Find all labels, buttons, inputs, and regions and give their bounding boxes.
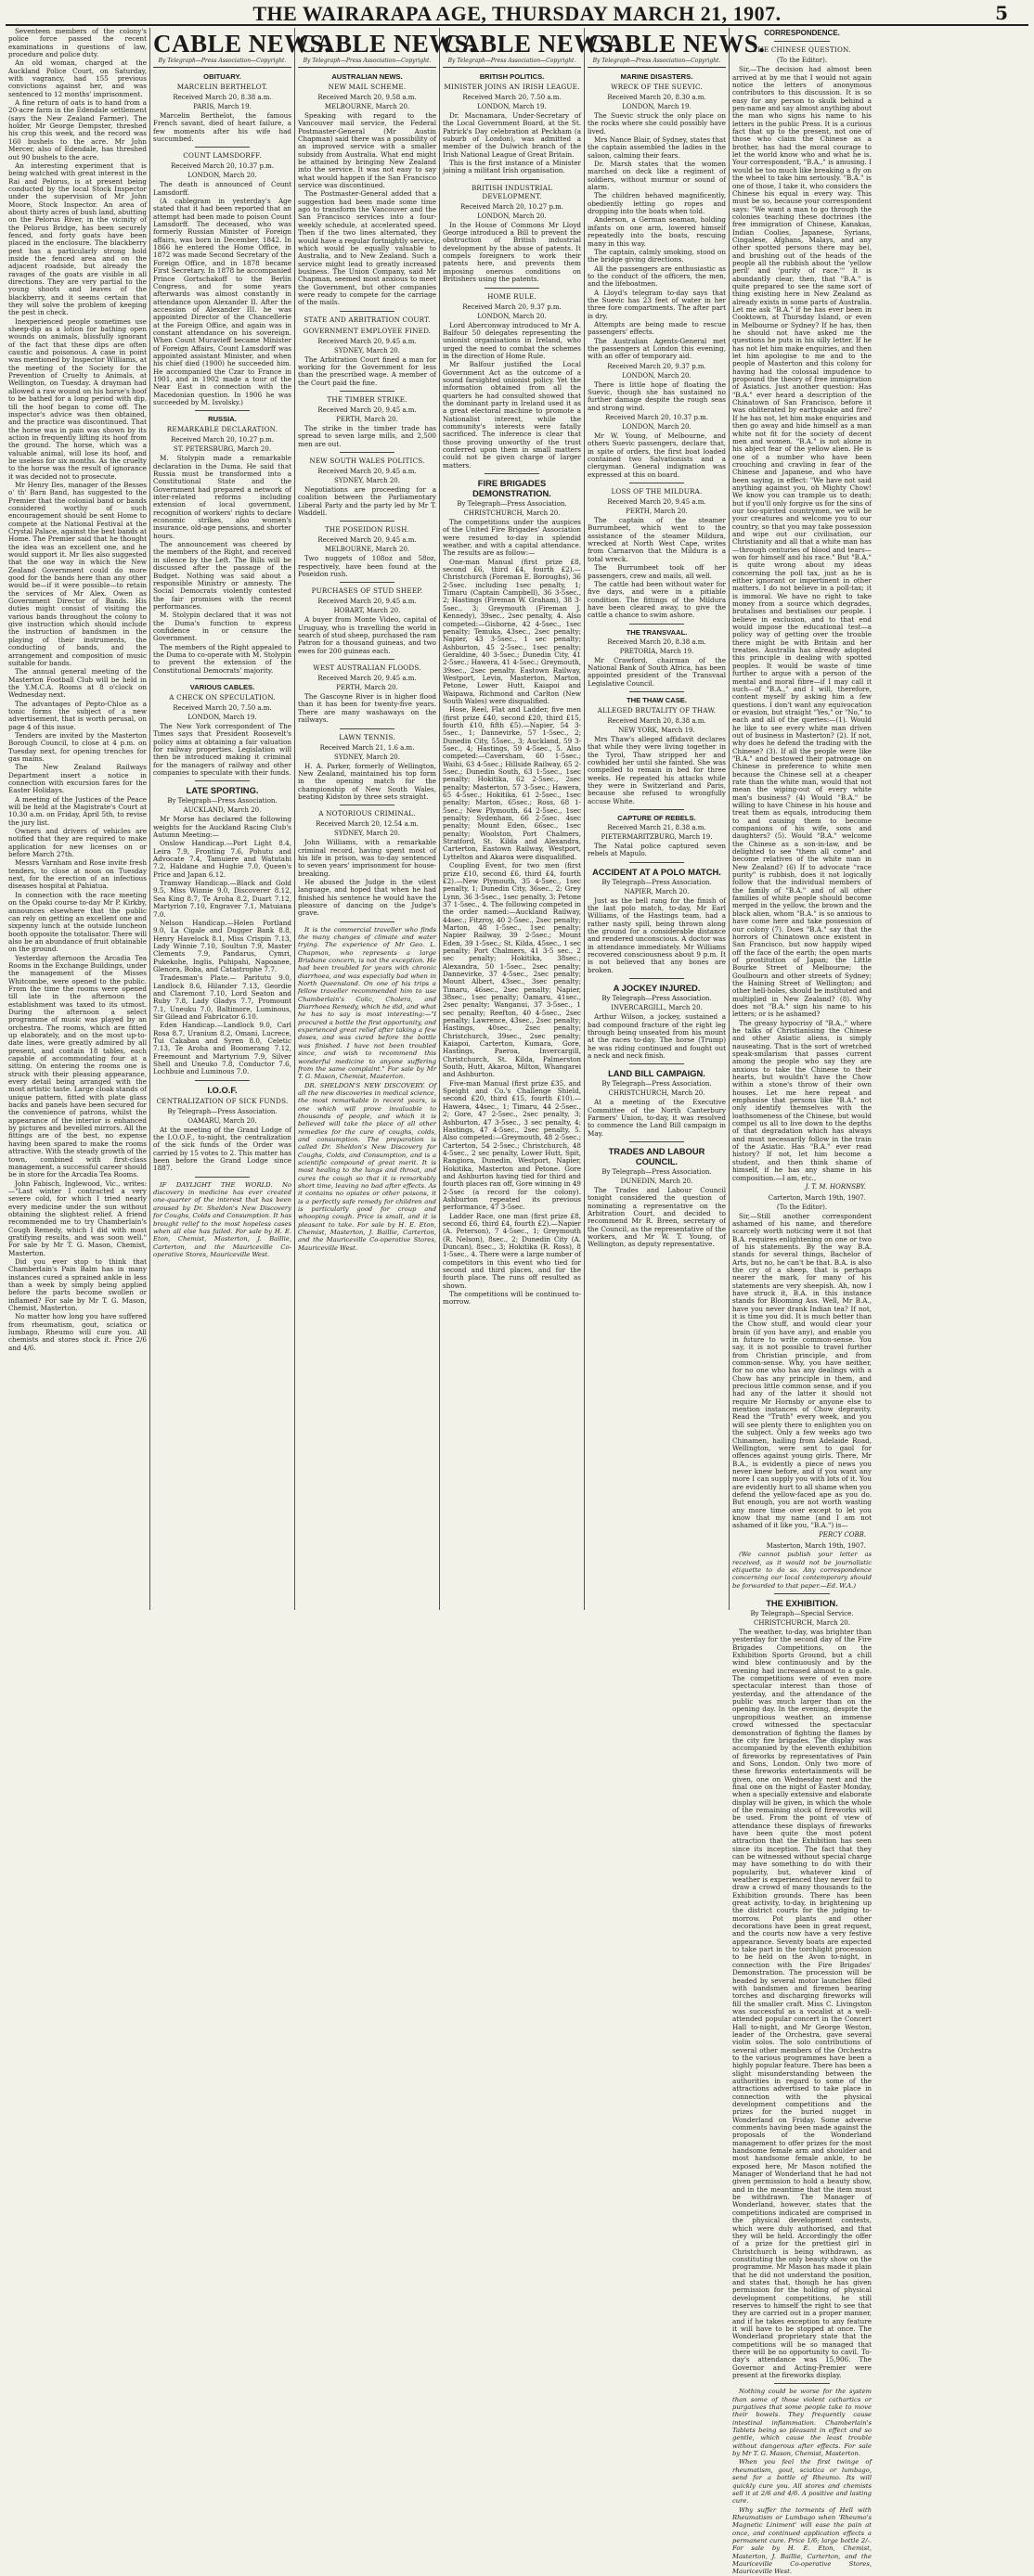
dateline: PARIS, March 19. — [193, 103, 252, 110]
section-heading: LAND BILL CAMPAIGN. — [608, 1068, 705, 1079]
received-line: Received March 20, 9.45 a.m. — [317, 468, 417, 475]
byline: By Telegraph—Press Association. — [601, 1080, 712, 1088]
received-line: Received March 20, 10.37 p.m. — [604, 414, 709, 422]
section-heading: THE EXHIBITION. — [766, 1598, 838, 1609]
paragraph: Yesterday afternoon the Arcadia Tea Rooms in the Exchange Buildings, under the management of the Misses Whitcombe, were opened to the public. From the time the rooms were opened till late in the afternoon the establishment was taxed to its utmost. During the afternoon a select programme of music was played by an orchestra. The rooms, which are fitted up elaborately, and on the most up-to-date lines, were greatly admired by all present, and contain 18 tables, each capable of accommodating four at a sitting. On entering the rooms one is struck with their pleasing appearance, every detail being arranged with the most artistic taste. Large cloak stands of unique pattern, fitted with plate glass backs and panels have been secured for the convenience of patrons, whilst the appearance of the interior is enhanced by pictures and bevelled mirrors. All the fittings are of the best, no expense having been spared to make the rooms attractive. With the steady growth of the town, combined with first-class management, a successful career should be in store for the Arcadia Tea Rooms. — [8, 953, 147, 1179]
dateline: NEW YORK, March 19. — [618, 726, 695, 734]
paragraph: The competitions will be continued to-morrow. — [443, 1290, 581, 1307]
received-line: Received March 20, 10.27 p.m. — [459, 202, 564, 211]
section-heading: RUSSIA. — [208, 415, 237, 424]
paragraph: The death is announced of Count Lamsdorff. — [153, 180, 291, 197]
paragraph: Negotiations are proceeding for a coalition between the Parliamentary Liberal Party and the party led by Mr T. Waddell. — [298, 485, 436, 518]
received-line: Received March 20, 9.45 a.m. — [317, 598, 417, 606]
section-heading: LATE SPORTING. — [186, 785, 259, 796]
paragraph: A fine return of oats is to hand from a 20-acre farm in the Edendale settlement (says the New Zealand Farmer). The holder, Mr George Dempster, threshed his crop this week, and the record was 160 bushels to the acre. Mr John Mercer, also of Edendale, has threshed out 90 bushels to the acre. — [8, 98, 147, 161]
section-heading: A JOCKEY INJURED. — [613, 983, 701, 994]
paragraph: Mr Morse has declared the following weights for the Auckland Racing Club's Autumn Meeting:— — [153, 815, 291, 840]
paragraph: Ladder Race, one man (first prize £8, second £6, third £4, fourth £2).—Napier (A. Peterson), 7 4-5sec., 1; Greymouth (R. Nelson), 8sec., 2; Dunedin City (A. Duncan), 8sec., 3; Hokitika (R. Ross), 8 1-5sec., 4. There were a large number of competitors in this event who tied for second and third places, and for the fourth place. The runs off resulted as shown. — [443, 1211, 581, 1290]
paragraph: An interesting experiment that is being watched with great interest in the Rai and Pelorus, is at present being conducted by the local Stock Inspector under the supervision of Mr John Moore, Stock Inspector. An area of about thirty acres of bush land, abutting on the Pelorus River, in the vicinity of the Pelorus Bridge, has been securely fenced, and forty goats have been placed in the enclosure. The blackberry pest has a particularly strong hold inside the fenced area and on the adjacent roadside, but already the ravages of the goats are visible in all directions. They are very partial to the young shoots and leaves of the blackberry, and it seems certain that they will solve the problem of keeping the pest in check. — [8, 161, 147, 317]
editor-note: (We cannot publish your letter as received, as it would not be journalistic etiquette to do so. Any correspondence concerning our local contemporary should be forwarded to that paper.—Ed. W.A.) — [732, 1551, 872, 1590]
section-heading: VARIOUS CABLES. — [189, 682, 255, 691]
letter-paragraph: Sir,—The decision had almost been arrived at by me that I would not again notice the letters of anonymous contributors to this discussion. It is so easy for any person to skulk behind a pen-name and say almost anything about the man who signs his name to his letters in the public Press. It is a curious fact that up to the present, not one of those who claim the Chinese as a brother, has had the moral courage to let the world know who and what he is. Your correspondent, "B.A.," is amusing. I would be too much like breaking a fly on the wheel to take him seriously. "B.A." is one of those, I take it, who considers the Chinese his equal in every way. This must be so, because your correspondent says: "We want a man to go through the colonies teaching these doctrines (the free immigration of Chinese, Kanakas, Indian Coolies, Japanese, Syrians, Cingalese, Afghans, Malays, and any other spotted persons there may be), and brushing out of the heads of the people all the rubbish about the 'yellow peril' and 'purity of race.'" It is abundantly clear, then, that "B.A." is quite prepared to see the same sort of thing existing here in New Zealand as already exists in some parts of Australia. Let me ask "B.A." if he has ever been in Cooktown, at Thursday Island, or even in Melbourne or Sydney? If he has, then he should not have asked me the questions he puts in his silly letter. If he has not let him make enquiries, and then let him apologise to me and to the people of Masterton and this colony for having had the colossal impudence to propound the theory of free immigration of Asiatics. Just another question: Has "B.A." ever heard a description of the Chinatown of San Francisco, before it was obliterated by earthquake and fire? If he has not, let him make enquiries and then go away and hide himself as a man white not fit for the society of decent men and women. "B.A." is not alone in his abject fear of the yellow alien. He is one of a number who have been crouching and cravling in fear of the Chinese and Japanese, and who have been saying, in effect: "We have not said anything against you, oh Mighty Chow! We know you can trample us to death; but if you'll only forgive us for the sins of our too-spirited countrymen, we will be your creatures and welcome you to our country, so that you may take possession and wipe out our civilisation, our Christianity and all that a white man has—through centuries of blood and tears—won for himself and his race." But "B.A." is quite wrong about my ideas concerning the poll tax, just as he is either ignorant or impertinent in other matters. I do not believe in a poll-tax; it is immoral. We have no right to take money from a source which degrades, brutalises and bestialises our people. I believe in exclusion, and to that end would impose the educational test—a policy way of getting over the trouble there might be with Britain and her treaties. Australia has already adopted this principle in dealing with spotted peoples. It would be waste of time further to argue with a person of the mental and moral fibre—if I may call it such—of "B.A.," and I will, therefore, content myself by asking him a few questions. I don't want any equivocation or evasion, but straight "Yes," or "No," to each and all of the queries:—(1). Would he like to see every white man driven out of business in Masterton? (2). If not, why does he defend the trading with the Chinese? (3). If all the people were like "B.A." and bestowed their patronage on Chinese in preference to white men because the Chinese sell at a cheaper rate than the white man, would that not mean the wiping-out of every white man's business? (4) Would "B.A." be willing to have Chinese in his house and treat them as equals, introducing them to and causing them to become companions of his wife, sons and daughters? (5). Would "B.A." welcome the Chinese as a son-in-law, and be delighted to see "them all come" and become relatives of the white man in New Zealand? (6) If to advocate "race purity" is rubbish, does it not logically follow that the individual members of the family of "B.A." and of all other families of white people should become merged in the yellow, the brown and the black alien, whom "B.A." is so anxious to have come here and take possession of our colony (7). Does "B.A." say that the horrors of Chinatown once existent in San Francisco, but now happily wiped off the face of the earth; the open marts of prostitution of Japan; the Little Bourke Street of Melbourne; the Goulbourn and other streets of Sydney; the Haining Street of Wellington; and other hell-holes, should be instituted and multiplied in New Zealand? (8). Why does not "B.A." sign his name to his letters; or is he ashamed? — [732, 65, 872, 1019]
received-line: Received March 20, 10.27 p.m. — [170, 436, 275, 444]
section-heading: MARINE DISASTERS. — [620, 72, 693, 81]
paragraph: (A cablegram in yesterday's Age stated that it had been reported that an attempt had been made to poison Count Lamsdorff. The deceased, who was formerly Russian Minister of Foreign affairs, was born in December, 1842. In 1866 he entered the Home Office, in 1872 was made Second Secretary of the Foreign Office, and in 1878 became First Secretary. In 1878 he accompanied Prince Gortschakoff to the Berlin Congress, and for some years afterwards was almost constantly in attendance upon Alexander II. After the accession of Alexander III. he was appointed Director of the Chancellerie at the Foreign Office, and again was in constant attendance on his sovereign. When Count Muravieff became Minister of Foreign Affairs, Count Lamsdorff was appointed assistant Minister, and when his chief died (1900) he succeeded him. He accompanied the Czar to France in 1901, and in 1902 made a tour of the Near East in connection with the Macedonian question. In 1906 he was succeeded by M. Isvolsky.) — [153, 197, 291, 406]
received-line: Received March 20, 8.30 a.m. — [607, 94, 706, 101]
paragraph: Did you ever stop to think that Chamberlain's Pain Balm has in many instances cured a sprained ankle in less than a week by simply being applied before the parts become swollen or inflamed? For sale by Mr T. G. Mason, Chemist, Masterton. — [8, 1256, 147, 1313]
column-1 — [6, 28, 150, 1610]
divider — [340, 311, 395, 312]
paragraph: The Arbitration Court fined a man for working for the Government for less than the prescribed wage. A member of the Court paid the fine. — [298, 354, 436, 387]
paragraph: Mrs Nance Blair, of Sydney, states that the captain assembled the ladies in the saloon, calming their fears. — [588, 135, 726, 160]
divider — [629, 809, 685, 810]
dateline: SYDNEY, March 20. — [334, 753, 400, 761]
paragraph: Dr. Marsh states that the women marched on deck like a regiment of soldiers, without murmur or sound of alarm. — [588, 160, 726, 192]
byline: By Telegraph—Press Association. — [457, 500, 567, 509]
received-line: Received March 20, 9.45 a.m. — [607, 498, 706, 507]
dateline: ST. PETERSBURG, March 20. — [173, 445, 272, 454]
paragraph: The Gascoyne River is in higher flood than it has been for twenty-five years. There are many washaways on the railways. — [298, 692, 436, 725]
byline: By Telegraph—Press Association. — [601, 878, 712, 886]
paragraph: All the passengers are enthusiastic as to the conduct of the officers, the men, and the lifeboatmen. — [588, 264, 726, 289]
received-line: Received March 20, 9.45 a.m. — [317, 337, 417, 345]
dateline: PRETORIA, March 19. — [619, 647, 694, 655]
divider — [340, 582, 395, 583]
dateline: CHRISTCHURCH, March 20. — [608, 1089, 705, 1098]
received-line: Received March 20, 8.38 a.m. — [607, 716, 706, 725]
to-the-editor: (To the Editor). — [776, 1203, 828, 1211]
subheading: A NOTORIOUS CRIMINAL. — [318, 809, 416, 818]
dateline: CHRISTCHURCH, March 20. — [754, 1619, 850, 1628]
paragraph: No matter how long you have suffered from rheumatism, gout, sciatica or lumbago, Rheumo will cure you. All chemists and stores stock it. Price 2/6 and 4/6. — [8, 1312, 147, 1352]
divider — [195, 1177, 251, 1178]
paragraph: This is the first instance of a Minister joining a militant Irish organisation. — [443, 159, 581, 175]
divider — [195, 410, 251, 411]
column-4 — [440, 28, 621, 1610]
paragraph: Eden Handicap.—Landlock 9.0, Carl Rosa 8.7, Uranium 8.2, Omani, Lucrece, Tui Cakabau and Syren 8.0, Celetic 7.13, Te Aroha and Boomerang 7.12, Freemount and Martyrium 7.9, Silver Shell and Uneuko 7.8, Conductor 7.6, Lochbuie and Luminous 7.0. — [153, 1021, 291, 1076]
advertisement: IF DAYLIGHT THE WORLD. No discovery in medicine has ever created one-quarter of the interest that has been aroused by Dr. Sheldon's New Discovery for Coughs, Colds and Consumption. It has brought relief to the most hopeless cases when all else has failed. For sale by H. E. Eton, Chemist, Masterton, J. Baillie, Carterton, and the Mauriceville Co-operative Stores, Mauriceville West. — [153, 1180, 291, 1258]
subheading: COUNT LAMSDORFF. — [183, 151, 262, 161]
dateline: LONDON, March 19. — [187, 713, 257, 721]
subheading: CENTRALIZATION OF SICK FUNDS. — [156, 1096, 289, 1105]
section-heading: ACCIDENT AT A POLO MATCH. — [592, 866, 721, 877]
dateline: AUCKLAND, March 20. — [183, 806, 262, 815]
advertisement: Why suffer the torments of Hell with Rheumatism or Lumbago when 'Rheumo's Magnetic Liniment' will ease the pain at once, and continued application effects a permanent cure. Price 1/6; large bottle 2/-. For sale by H. E. Eton, Chemist, Masterton, J. Baillie, Carterton, and the Mauriceville Co-operative Stores, Mauriceville West. — [732, 2505, 872, 2576]
byline: By Telegraph—Special Service. — [750, 1610, 854, 1618]
cable-news-banner: CABLE NEWS. — [588, 30, 766, 58]
paragraph: The captain, calmly smoking, stood on the bridge giving directions. — [588, 247, 726, 264]
paragraph: Dr. Macnamara, Under-Secretary of the Local Government Board, at the St. Patrick's Day celebration at Peckham (a suburb of London), was admitted a member of the Dulwich branch of the Irish National League of Great Britain. — [443, 111, 581, 159]
letter-place-date: Masterton, March 19th, 1907. — [766, 1541, 866, 1550]
dateline: LONDON, March 20. — [477, 212, 547, 220]
divider — [340, 521, 395, 522]
received-line: Received March 21, 8.38 a.m. — [607, 824, 706, 832]
divider — [485, 179, 540, 180]
subheading: BRITISH INDUSTRIAL DEVELOPMENT. — [471, 183, 553, 200]
paragraph: He abused the Judge in the vilest language, and hoped that when he had finished his sentence he would have the pleasure of dancing on the Judge's grave. — [298, 877, 436, 918]
paragraph: Tradesman's Plate.— Paritutu 9.0, Landlock 8.6, Hilander 7.13, Geordie and Claremont 7.10, Lord Seaton and Ruby 7.8, Lady Gladys 7.7, Promount 7.1, Uneuku 7.0, Baltimore, Luminous, Sir Gilead and Fabricator 6.10. — [153, 973, 291, 1021]
paragraph: H. A. Parker, formerly of Wellington, New Zealand, maintained his top form in the opening match for the championship of New South Wales, beating Kidston by three sets straight. — [298, 761, 436, 801]
paragraph: The New York correspondent of The Times says that President Roosevelt's policy aims at obtaining a fair valuation for railway properties. Legislation will then be introduced making it criminal for the managers of railway and other companies to speculate with their funds. — [153, 721, 291, 778]
subheading: A CHECK ON SPECULATION. — [169, 692, 276, 702]
subheading: THE POSEIDON RUSH. — [324, 525, 410, 535]
section-heading: CAPTURE OF REBELS. — [617, 814, 696, 823]
dateline: OAMARU, March 20. — [187, 1116, 257, 1125]
byline: By Telegraph—Press Association—Copyright. — [153, 58, 291, 68]
subheading: STATE AND ARBITRATION COURT. — [304, 315, 431, 324]
divider — [629, 1063, 685, 1064]
subheading: HOME RULE. — [487, 291, 536, 301]
paragraph: Marcelin Berthelot, the famous French savant, died of heart failure, a few moments after his wife had succumbed. — [153, 111, 291, 144]
subheading: NEW SOUTH WALES POLITICS. — [309, 457, 425, 465]
subheading: MARCELIN BERTHELOT. — [176, 83, 268, 91]
paragraph: A buyer from Monte Video, capital of Uruguay, who is travelling the world in search of stud sheep, purchased the ram Patron for a thousand guineas, and two ewes for 200 guineas each. — [298, 615, 436, 655]
letter-place-date: Carterton, March 19th, 1907. — [768, 1194, 866, 1203]
subheading: THE TIMBER STRIKE. — [327, 394, 407, 404]
paragraph: Mr Crawford, chairman of the National Bank of South Africa, has been appointed president of the Transvaal Legislative Council. — [588, 655, 726, 688]
paragraph: The members of the Right appealed to the Duma to co-operate with M. Stolypin to prevent the extension of the Constitutional Democrats' majority. — [153, 642, 291, 675]
paragraph: The children behaved magnificently, obediently letting go ropes and dropping into the boats when told. — [588, 191, 726, 216]
column-5 — [585, 28, 766, 1610]
byline: By Telegraph—Press Association. — [601, 1167, 712, 1176]
byline: By Telegraph—Press Association—Copyright. — [588, 58, 726, 68]
column-2 — [150, 28, 331, 1610]
divider — [629, 691, 685, 692]
columns — [6, 27, 1028, 2576]
cable-news-banner: CABLE NEWS. — [153, 30, 331, 58]
divider — [485, 473, 540, 474]
divider — [340, 728, 395, 729]
received-line: Received March 20, 7.50 a.m. — [462, 94, 562, 101]
dateline: LONDON, March 20. — [622, 423, 691, 431]
subheading: THE CHINESE QUESTION. — [753, 45, 851, 55]
subheading: NEW MAIL SCHEME. — [328, 83, 407, 91]
letter-paragraph: The greasy hypocrisy of "B.A.," where he talks of Christianising the Chinese and other Asiatic aliens, is simply nauseating. That is the sort of wretched speak-smilarism that passes current among the people who say they are anxious to take the Chinese to their hearts, but wouldn't have the Chow within a stone's throw of their own houses. Let me here repeat and emphasise that persons like "B.A." not only identify themselves with the loathsomeness of the Chinese, but would compel us all to live down to the depths of that degradation which has always and must necessarily follow in the train of the Asiatic. Has "B.A." ever read history? If not, let him become a student, and then think shame of himself, if he has any shame in his composition.—I am, etc., — [732, 1018, 872, 1182]
divider — [629, 1141, 685, 1142]
to-the-editor: (To the Editor). — [776, 57, 828, 65]
paragraph: The strike in the timber trade has spread to seven large mills, and 2,500 men are out. — [298, 423, 436, 448]
section-heading: I.O.O.F. — [207, 1084, 238, 1095]
letter-paragraph: Sir,—Still another correspondent ashamed of his name, and therefore scarcely worth noticing were it not that B.A. requires enlightening on one or two of his statements. By the way B.A. stands for several things, Bachelor of Arts, but no, he can't be that. B.A. is also the cry of a sheep, that is perhaps nearer the mark, for many of his statements are very sheepish. Ah, now I have struck it, B.A. in this instance stands for Blooming Ass. Well, Mr B.A., have you never drank Indian tea? If not, it is time you did. It is much better than the Chow stuff, and would clear your brain (if you have any), and enable you in future to write common-sense. You say, it is not possible to travel further from Christian principle, and from common-sense. Why, you have neither, for no one who has any dealings with a Chow has any principle in them, and precious little common sense, and if you had any of the latter it should not require Mr Hornsby or anyone else to mention instances of Chow depravity. Read the "Truth" every week, and you will see plenty there to enlighten you on the subject. Only a few weeks ago two Chinamen, hailing from Adelaide Road, Wellington, were sent to gaol for offences against young girls. There, Mr B.A., is evidently a piece of news you never knew before, and if you want any more I can supply you with lots of it. You are evidently hurt to all shame when you defend the yellow-faced ape as you do. But enough, you are not worth wasting any more time over except to let you know that my name (and I am not ashamed of it like you, "B.A.") is— — [732, 1211, 872, 1530]
byline: By Telegraph—Press Association—Copyright. — [298, 58, 436, 68]
dateline: CHRISTCHURCH, March 20. — [463, 509, 561, 518]
divider — [629, 624, 685, 625]
section-heading: FIRE BRIGADES DEMONSTRATION. — [472, 478, 551, 499]
paragraph: John Fabisch, Inglewood, Vic., writes: —"Last winter I contracted a very severe cold, for which I tried nearly every medicine under the sun without obtaining the slightest relief. A friend recommended me to try Chamberlain's Cough Remedy, which I did with most gratifying results, and was soon well." For sale by Mr T. G. Mason, Chemist, Masterton. — [8, 1179, 147, 1257]
paragraph: John Williams, with a remarkable criminal record, having spent most of his life in prison, was to-day sentenced to seven years' imprisonment for house-breaking. — [298, 838, 436, 878]
received-line: Received March 20, 9.58 a.m. — [317, 94, 417, 101]
subheading: WEST AUSTRALIAN FLOODS. — [313, 663, 421, 673]
advertisement: It is the commercial traveller who finds the many changes of climate and water trying. The experience of Mr Geo. L. Chapman, who represents a large Brisbane concern, is not the exception. He had been troubled for years with chronic diarrhoea, and was especially bad when in North Queensland. On one of his trips a fellow traveller recommended him to use Chamberlain's Colic, Cholera, and Diarrhoea Remedy, which he did, and what he has to say is most interesting:—"I procured a bottle the first opportunity, and experienced great relief after taking a few doses, and was cured before the bottle was finished. I have not been troubled since, and wish to recommend this wonderful medicine to anyone suffering from the same complaint." For sale by Mr T. G. Mason, Chemist, Masterton. — [298, 925, 436, 1081]
divider — [195, 147, 251, 148]
masthead — [6, 0, 1028, 26]
paragraph: Owners and drivers of vehicles are notified that they are required to make application for new licenses on or before March 27th. — [8, 827, 147, 859]
received-line: Received March 20, 9.37 p.m. — [607, 362, 706, 370]
subheading: WRECK OF THE SUEVIC. — [611, 83, 703, 91]
paragraph: There is little hope of floating the Suevic, though she has sustained no further damage despite the rough seas and strong wind. — [588, 380, 726, 412]
received-line: Received March 20, 12.54 a.m. — [316, 820, 419, 829]
page-number: 5 — [995, 2, 1008, 24]
section-heading: BRITISH POLITICS. — [479, 72, 545, 81]
paragraph: The advantages of Pepto-Chloe as a tonic forms the subject of a new advertisement, that is worth perusal, on page 4 of this issue. — [8, 699, 147, 731]
divider — [774, 2383, 830, 2384]
received-line: Received March 20, 9.45 a.m. — [317, 536, 417, 545]
paragraph: Mr W. Young, of Melbourne, and others Suevic passengers, declare that, in spite of orders, the first boat loaded contained two Salvationists and a clergyman. General indignation was expressed at this on board. — [588, 431, 726, 479]
byline: By Telegraph—Press Association—Copyright. — [443, 58, 581, 68]
paragraph: An old woman, charged at the Auckland Police Court, on Saturday, with vagrancy, had 155 previous convictions against her, and was sentenced to 12 months' imprisonment. — [8, 58, 147, 98]
subheading: ALLEGED BRUTALITY OF THAW. — [597, 705, 717, 715]
divider — [629, 978, 685, 979]
subheading: REMARKABLE DECLARATION. — [166, 425, 278, 434]
received-line: Received March 20, 9.37 p.m. — [462, 303, 562, 311]
paragraph: Onslow Handicap.—Port Light 8.4, Leira 7.9, Fronting 7.6, Pohutu and Advocate 7.4, Tamuiere and Watutahi 7.2, Haldane and Hughie 7.0, Queen's Price and Japan 6.12. — [153, 839, 291, 879]
cable-news-banner: CABLE NEWS. — [443, 30, 621, 58]
paragraph: Mr Balfour justified the Local Government Act as the outcome of a sound farsighted unionist policy. Yet the information obtained from all the quarters he had consulted showed that the dominant party in Ireland used it as a great electoral machine to promote a Nationalist interest, while the community's interests were fatally sacrificed. The inference is clear that those proving unworthy of the trust conferred upon them in small matters could not be given charge of larger matters. — [443, 360, 581, 470]
dateline: MELBOURNE, March 20. — [324, 546, 410, 554]
dateline: MELBOURNE, March 20. — [324, 103, 410, 110]
received-line: Received March 20, 8.38 a.m. — [607, 638, 706, 646]
advertisement: When you feel the first twinge of rheumatism, gout, sciatica or lumbago, send for a bottle of Rheumo. Its will quickly cure you. All stores and chemists sell it at 2/6 and 4/6. A positive and lasting cure. — [732, 2458, 872, 2505]
dateline: PERTH, March 20. — [626, 508, 688, 516]
paragraph: The announcement was cheered by the members of the Right, and received in silence by the Left. The Bills will be discussed after the passage of the Budget. Nothing was said about a responsible Ministry or amnesty. The Social Democrats violently contested the fair promises with the recent performances. — [153, 540, 291, 611]
dateline: SYDNEY, March 20. — [334, 477, 400, 484]
paragraph: The annual general meeting of the Masterton Football Club will be held in the Y.M.C.A. Rooms at 8 o'clock on Wednesday next. — [8, 667, 147, 700]
paragraph: At a meeting of the Executive Committee of the North Canterbury Farmers' Union, to-day, it was resolved to commence the Land Bill campaign in May. — [588, 1098, 726, 1138]
paragraph: A Lloyd's telegram to-day says that the Suevic has 23 feet of water in her three fore compartments. The after part is dry. — [588, 288, 726, 320]
paragraph: The Postmaster-General added that a suggestion had been made some time ago to transform the Vancouver and the San Francisco services into a four-weekly schedule, at accelerated speed. Then if the two lines alternated, they would have a regular fortnightly service, which would be equally valuable to Australia, and to New Zealand. Such a service might lead to greatly increased business. The Union Company, said Mr Chapman, seemed most anxious to meet the Government, but other companies were ready to compete for the carriage of the mails. — [298, 189, 436, 307]
paragraph: Anderson, a German seaman, holding infants on one arm, lowered himself repeatedly into the boats, rescuing many in this way. — [588, 215, 726, 248]
paragraph: Two nuggets of 108oz and 58oz, respectively, have been found at the Poseidon rush. — [298, 554, 436, 579]
dateline: LONDON, March 19. — [622, 103, 691, 110]
paragraph: Hose, Reel, Flat and Ladder, five men (first prize £40, second £20, third £15, fourth £10, fifth £5).—Napier, 54 3-5sec., 1; Dannevirke, 57 1-5sec., 2; Dunedin City, 55sec., 3; Auckland, 59 3-5sec., 4; Hastings, 59 4-5sec., 5. Also competed:—Caversham, 60 1-5sec.; Waihi, 63 4-5sec.; Hillside Railway, 65 2-5sec.; Dunedin South, 63 1-5sec., 1sec penalty; Hokitika, 62 2-5sec., 2sec penalty; Masterton, 57 3-5sec.; Hawera, 65 4-5sec.; Hokitika, 61 2-5sec., 1sec penalty; Marton, 65sec.; Ross, 68 1-5sec.; New Plymouth, 64 2-5sec., 1sec penalty; Sydenham, 66 2-5sec. 4sec penalty; Mount Eden, 66sec., 1sec penalty; Woolston, Port Chalmers, Stratford, St. Kilda and Alexandra, Carterton, Eastown Railway, Westport, Lyttelton and Akaroa were disqualified. — [443, 705, 581, 861]
divider — [340, 659, 395, 660]
paragraph: The competitions under the auspices of the United Fire Brigades' Association were resumed to-day in splendid weather, and with a capital attendance. The results are as follow:— — [443, 518, 581, 558]
paragraph: Lord Aberconway introduced to Mr A. Balfour 50 delegates representing the unionist organisations in Ireland, who urged the need to combat the schemes in the direction of Home Rule. — [443, 320, 581, 360]
paragraph: M. Stolypin declared that it was not the Duma's function to express confidence in or censure the Government. — [153, 611, 291, 643]
dateline: SYDNEY, March 20. — [334, 830, 400, 838]
dateline: HOBART, March 20. — [333, 607, 401, 615]
dateline: SYDNEY, March 20. — [334, 346, 400, 354]
dateline: LONDON, March 20. — [622, 371, 691, 380]
divider — [774, 1593, 830, 1594]
section-heading: THE TRANSVAAL. — [626, 627, 688, 637]
byline: By Telegraph—Press Association. — [601, 995, 712, 1003]
paragraph: The Trades and Labour Council tonight considered the question of nominating a representative on the Arbitration Court, and decided to recommend Mr R. Breen, secretary of the Council, as the representative of the workers, and Mr W. T. Young, of Wellington, as deputy representative. — [588, 1185, 726, 1249]
dateline: LONDON, March 20. — [477, 312, 547, 320]
paragraph: M. Stolypin made a remarkable declaration in the Duma. He said that Russia must be transformed into a Constitutional State and the Government had prepared a network of inter-related reforms including extension of local government, recognition of workers' rights to declare economic strikes, also women's insurance, old-age pensions, and shorter hours. — [153, 454, 291, 540]
paragraph: The captain of the steamer Burrumbeet, which went to the assistance of the steamer Mildura, wrecked at North West Cape, writes from Carnarvon that the Mildura is a total wreck. — [588, 516, 726, 563]
paragraph: Attempts are being made to rescue passengers' effects. — [588, 319, 726, 337]
masthead-title: THE WAIRARAPA AGE, THURSDAY MARCH 21, 1907. — [252, 2, 782, 25]
paragraph: Mrs Thaw's alleged affidavit declares that while they were living together in the Tyrol, Thaw stripped her and cowhided her until she fainted. She was compelled to remain in bed for three weeks. He repeated his attacks while they were in Switzerland and Paris, because she refused to wrongfully accuse White. — [588, 734, 726, 805]
paragraph: The Australian Agents-General met the passengers at London this evening, with an offer of temporary aid. — [588, 336, 726, 361]
letter-signature: PERCY COBB. — [819, 1530, 866, 1539]
letter-signature: J. T. M. HORNSBY. — [805, 1182, 866, 1191]
paragraph: The Burrumbeet took off her passengers, crew and mails, all well. — [588, 563, 726, 580]
divider — [195, 780, 251, 781]
divider — [340, 452, 395, 453]
paragraph: Just as the bell rang for the finish of the last polo match, to-day, Mr Earl Williams, of the Hastings team, had a rather nasty spill, being thrown along the ground for a considerable distance and rendered unconscious. A doctor was in attendance immediately. Mr Williams recovered consciousness about 9 p.m. It is not believed that any bones are broken. — [588, 895, 726, 974]
paragraph: One-man Manual (first prize £8, second £6, third £4, fourth £2).—Christchurch (Foreman E. Boroughs), 36 2-5sec. including 1sec penalty, 1; Timaru (Captain Campbell), 36 3-5sec., 2; Hastings (Fireman W. Graham), 38 3-5sec., 3; Greymouth (Fireman J. Kennedy), 39sec., 2sec penalty, 4. Also competed:—Gisborne, 42 4-5sec., 1sec penalty; Temuka, 43sec., 2sec penalty; Napier, 43 3-5sec., 1 sec penalty; Ashburton, 45 2-5sec., 1sec penalty; Geraldine, 40 3-5sec.; Dunedin City, 41 2-5sec.; Hawera, 41 4-5sec.; Greymouth, 39sec., 2sec penalty. Eastown Railway, Westport, Levin, Masterton, Marton, Petone, Lower Hutt, Kaiapoi and Waipawa, Richmond and Carlton (New South Wales) were disqualified. — [443, 557, 581, 705]
paragraph: Messrs Varnham and Rose invite fresh tenders, to close at noon on Tuesday next, for the erection of an infectious diseases hospital at Pahiatua. — [8, 858, 147, 891]
subheading: LAWN TENNIS. — [339, 732, 395, 741]
dateline: NAPIER, March 20. — [624, 887, 690, 895]
divider — [195, 678, 251, 679]
dateline: PERTH, March 20. — [336, 415, 398, 423]
paragraph: The Suevic struck the only place on the rocks where she could possibly have lived. — [588, 111, 726, 135]
section-heading: AUSTRALIAN NEWS. — [331, 72, 403, 81]
advertisement: DR. SHELDON'S NEW DISCOVERY. Of all the new discoveries in medical science, the most remarkable in recent years, is one which will prove invaluable to thousands of people, and which it is believed will take the place of all other remedies for the cure of coughs, colds, and consumption. The preparation is called Dr. Sheldon's New Discovery for Coughs, Colds, and Consumption, and is a scientific compound of great merit. It is most healing to the lungs and throat, and cures the cough so that it is remarkably short time, leaving no bad after effects. As it contains no opiates or other poisons, it is a perfectly safe remedy for children and is particularly good for croup and whooping cough. Price is small, and it is pleasant to take. For sale by H. E. Eton, Chemist, Masterton, J. Baillie, Carterton, and the Mauriceville Co-operative Stores, Mauriceville West. — [298, 1081, 436, 1252]
column-6 — [730, 28, 874, 2576]
dateline: LONDON, March 19. — [477, 103, 547, 110]
received-line: Received March 20, 8.38 a.m. — [173, 94, 272, 101]
paragraph: Inexperienced people sometimes use sheep-dip as a lotion for bathing open wounds on animals, blissfully ignorant of the fact that these dips are often caustic and poisonous. A case in point was mentioned by Inspector Williams, at the meeting of the Society for the Prevention of Cruelty to Animals, at Wellington, on Tuesday. A drayman had allowed a raw wound on his horse's hoof to be bathed for a long period with dip, till the hoof began to come off. The inspector's advice was then obtained, and the practice was discontinued. That the horse was in pain was shown by its action in frequently lifting its hoof from the ground. The horse, which was a valuable animal, will lose its hoof, and be useless for six months. As the cruelty to the horse was the result of ignorance it was decided not to prosecute. — [8, 316, 147, 481]
section-heading: OBITUARY. — [203, 72, 241, 81]
received-line: Received March 20, 9.45 a.m. — [317, 406, 417, 414]
divider — [195, 1080, 251, 1081]
byline: By Telegraph—Press Association. — [167, 797, 278, 805]
paragraph: Five-man Manual (first prize £35, and Speight and Co.'s Challenge Shield, second £20, third £15, fourth £10).—Hawera, 44sec., 1; Timaru, 44 2-5sec., 2; Gore, 47 2-5sec., 2sec penalty, 3; Ashburton, 47 3-5sec., 3 sec penalty, 4; Hastings, 47 4-5sec., 2sec penalty, 5. Also competed:—Greymouth, 48 2-5sec.; Carterton, 54 2-5sec.; Christchurch, 48 4-5sec., 2 sec penalty, Lower Hutt, Spit, Rangiora, Dunedin, Westport, Napier, Hokitika, Masterton and Petone. Gore and Ashburton having tied for third and fourth places ran off, Gore winning in 49 2-5sec (a record for the colony). Ashburton repeated its previous performance, 47 3-5sec. — [443, 1078, 581, 1212]
paragraph: The New Zealand Railways Department insert a notice in connection with excursion fares for the Easter Holidays. — [8, 763, 147, 795]
received-line: Received March 21, 1.6 a.m. — [319, 743, 415, 752]
received-line: Received March 20, 9.45 a.m. — [317, 675, 417, 683]
dateline: LONDON, March 20. — [187, 172, 257, 180]
paragraph: The weather, to-day, was brighter than yesterday for the second day of the Fire Brigades Competitions, on the Exhibition Sports Ground, but a chill wind blew continuously and by the evening had increased almost to a gale. The competitions were of even more spectacular interest than those of yesterday, and the attendance of the public was much larger than on the opening day. In the evening, despite the unpropitious weather, an immense crowd witnessed the spectacular demonstration of fighting the flames by the city fire brigades. The display was accompanied by the eleventh exhibition of fireworks by representatives of Pain and Sons, London. Only two more of these fireworks entertainments will be given, one on Wednesday next and the final one on the night of Easter Monday, when a specially extensive and elaborate display will be given, in which the whole of the remaining stock of fireworks will be used. From the point of view of attendance these displays of fireworks have been quite the most potent attraction that the Exhibition has seen since its inception. The fact that they can be witnessed without special charge may have something to do with their popularity, but, whatever kind of weather is experienced they never fail to draw a crowd of many thousands to the Exhibition grounds. There has been great activity, to-day, in brightening up the district courts for the judging to-morrow. Pot plants and other decorations have been in great request, and the courts now have a very festive appearance. Seventy boats are expected to take part in the torchlight procession to be held on the Avon to-night, in connection with the Fire Brigades' Demonstration. The procession will be headed by several motor launches filled with bandsmen and firemen bearing torches and discharging fireworks will fill the smaller craft. Miss C. Livingston was successful as a vocalist at a well-attended popular concert in the Concert Hall to-night, and Mr George Weston, leader of the Orchestra, gave several violin solos. The solo contributions of several other members of the Orchestra to the various programmes have been a highly popular feature. There has been a slight misunderstanding between the authorities in regard to some of the attractions advertised to take place in connection with the physical development competitions and the prizes for the buried nugget in Wonderland on Friday. Some adverse comments having been made against the proposals of the Wonderland management to offer prizes for the most handsome female arm and shoulder and most handsome female ankle, to be exposed here, Mr Mason notified the Manager of Wonderland that he had not given permission to hold a beauty show, and in the meantime that the item must be withdrawn. The Manager of Wonderland, however, states that the competitions indicated are comprised in the physical development contests, which were duly authorised, and that they will be held. Accordingly the offer of a prize for the prettiest girl in Christchurch is being withdrawn, as constituting the only beauty show on the programme. Mr Mason has made it plain that he did not understand the position, and states that, though he has given permission for the holding of physical development competitions, he still reserves to himself the right to see that they are carried out in a proper manner, and if he takes exception to any feature it will have to be stopped at once. The Wonderland proprietary state that the competitions will be so managed that there will be no opportunity to cavil. To-day's attendance was 15,906. The Governor and Acting-Premier were present at the fireworks display. — [732, 1628, 872, 2380]
paragraph: Mr Henry Iles, manager of the Besses o' th' Barn Band, has suggested to the Premier that the colonial band or bands considered worthy of such encouragement should be sent Home to compete at the National Festival at the Crystal Palace, against the best bands at Home. The Premier said that he thought the idea was an excellent one, and he would support it. Mr Iles also suggested that the one way in which the New Zealand Government could do more good for the bands here than any other would be—if it were possible—to retain the services of Mr Alex. Owen as Government Director of Bands. His duties might consist of visiting the various bands throughout the colony to give instruction which should include the instruction of bandsmen in the playing of their instruments, the conducting of bands, and the arrangement and composition of music suitable for bands. — [8, 480, 147, 667]
cable-news-banner: CABLE NEWS. — [298, 30, 476, 58]
divider — [340, 921, 395, 922]
paragraph: The cattle had been without water for five days, and were in a pitiable condition. The fittings of the Mildura have been cleared away, to give the cattle a chance to swim ashore. — [588, 579, 726, 620]
paragraph: In connection with the race meeting on the Opaki course to-day Mr P. Kirkby, announces elsewhere that the public can rely on getting an excellent one and sixpenny lunch at the outside luncheon booth opposite the totalisator. There will also be an abundance of fruit obtainable on the ground. — [8, 890, 147, 954]
received-line: Received March 20, 10.37 p.m. — [170, 162, 275, 171]
paragraph: Arthur Wilson, a jockey, sustained a bad compound fracture of the right leg through being unseated from his mount at the races to-day. The horse (Trump) he was riding continued and fought out a neck and neck finish. — [588, 1012, 726, 1060]
byline: By Telegraph—Press Association. — [167, 1107, 278, 1115]
subheading: PURCHASES OF STUD SHEEP. — [311, 586, 423, 596]
subheading: MINISTER JOINS AN IRISH LEAGUE. — [444, 83, 580, 91]
subheading: LOSS OF THE MILDURA. — [611, 487, 703, 496]
received-line: Received March 20, 7.50 a.m. — [173, 703, 272, 712]
divider — [629, 862, 685, 863]
advertisement: Nothing could be worse for the system than some of those violent cathartics or purgatives that some people take to move their bowels. They frequently cause intestinal inflammation. Chamberlain's Tablets being so pleasant in effect and so gentle, which cause the least trouble without dangerous after effects. For sale by Mr T. G. Mason, Chemist, Masterton. — [732, 2388, 872, 2458]
dateline: PERTH, March 20. — [336, 684, 398, 692]
subheading: GOVERNMENT EMPLOYEE FINED. — [303, 326, 432, 335]
section-heading: TRADES AND LABOUR COUNCIL. — [608, 1145, 705, 1166]
paragraph: In the House of Commons Mr Lloyd George introduced a Bill to prevent the obstruction of British industrial development by the abuse of patents. It compels foreigners to work their patents here, and prevents them imposing onerous conditions on Britishers using the patents. — [443, 220, 581, 284]
paragraph: Tenders are invited by the Masterton Borough Council, to close at 4 p.m. on Tuesday next, for opening trenches for gas mains. — [8, 730, 147, 763]
divider — [485, 288, 540, 289]
dateline: INVERCARGILL, March 20. — [611, 1004, 703, 1012]
paragraph: At the meeting of the Grand Lodge of the I.O.O.F., to-night, the centralization of the sick funds of the Order was carried by 15 votes to 2. This matter has been before the Grand Lodge since 1887. — [153, 1125, 291, 1173]
paragraph: A meeting of the Justices of the Peace will be held at the Magistrate's Court at 10.30 a.m. on Friday, April 5th, to revise the jury list. — [8, 794, 147, 827]
section-heading: CORRESPONDENCE. — [764, 29, 840, 37]
divider — [774, 41, 830, 42]
paragraph: Seventeen members of the colony's police force passed the recent examinations in questions of law, procedure and police duty. — [8, 27, 147, 59]
divider — [340, 391, 395, 392]
dateline: DUNEDIN, March 20. — [620, 1177, 693, 1185]
section-heading: THE THAW CASE. — [627, 695, 687, 704]
column-3 — [295, 28, 476, 1610]
paragraph: Speaking with regard to the Vancouver mail service, the Federal Postmaster-General (Mr Austin Chapman) said there was a possibility of an improved service with a smaller subsidy from Australia. What end might be attained by bringing New Zealand into the service. It was not easy to say what would happen if the San Francisco service was discontinued. — [298, 111, 436, 190]
dateline: PIETERMARITZBURG, March 19. — [601, 833, 713, 842]
paragraph: Nelson Handicap.—Helen Portland 9.0, La Cigale and Dugger Bank 8.8, Henry Havelock 8.1, Miss Crispin 7.13, Lady Winnie 7.10, Soultun 7.9, Master Clements 7.9, Pandarus, Cymri, Pukekohe, Inglis, Puhipahi, Napoanee, Glenora, Boba, and Catastrophe 7.7. — [153, 918, 291, 973]
paragraph: The Natal police captured seven rebels at Mapulo. — [588, 842, 726, 858]
paragraph: Coupling Event, for two men (first prize £10, second £6, third £4, fourth £2).—New Plymouth, 35 4-5sec., 1sec penalty, 1; Dunedin City, 36sec., 2; Grey Lynn, 36 3-5sec., 1sec penalty, 3; Petone 37 1-5sec., 4. The following competed in the order named:—Auckland Railway, 44sec.; Fitzroy, 40 2-5sec., 2sec penalty; Marton, 48 1-5sec., 1sec penalty; Napier Railway, 39 2-5sec.; Mount Eden, 39 1-5sec.; St. Kilda, 45sec., 1 sec penalty; Port Chalmers, 41 3-5 sec., 2 sec penalty; Hokitika, 38sec.; Alexandra, 50 1-5sec., 2sec penalty; Dannevirke, 37 4-5sec., 2sec penalty; Mount Albert, 43sec., 3sec penalty; Timaru, 46sec., 2sec penalty; Napier, 38sec., 1sec penalty; Oamaru, 41sec., 2sec penalty; Wanganui, 37 3-5sec., 1 sec penalty; Reefton, 40 4-5sec., 2sec penalty; Lawrence, 43sec., 2sec penalty; Hastings, 40sec., 2sec penalty; Christchurch, 39sec., 2sec penalty; Kaiapoi, Carterton, Kumara, Gore, Hastings, Paeroa, Invercargill, Christchurch, St. Kilda, Palmerston South, Hutt, Akaroa, Milton, Whangarei and Ashburton. — [443, 861, 581, 1079]
paragraph: Tramway Handicap.—Black and Gold 9.5, Miss Winnie 9.0, Discoverer 8.12, Sea King 8.7, Te Aroha 8.2, Duart 7.12, Martyrion 7.10, Engraver 7.1, Matuiana 7.0. — [153, 879, 291, 919]
